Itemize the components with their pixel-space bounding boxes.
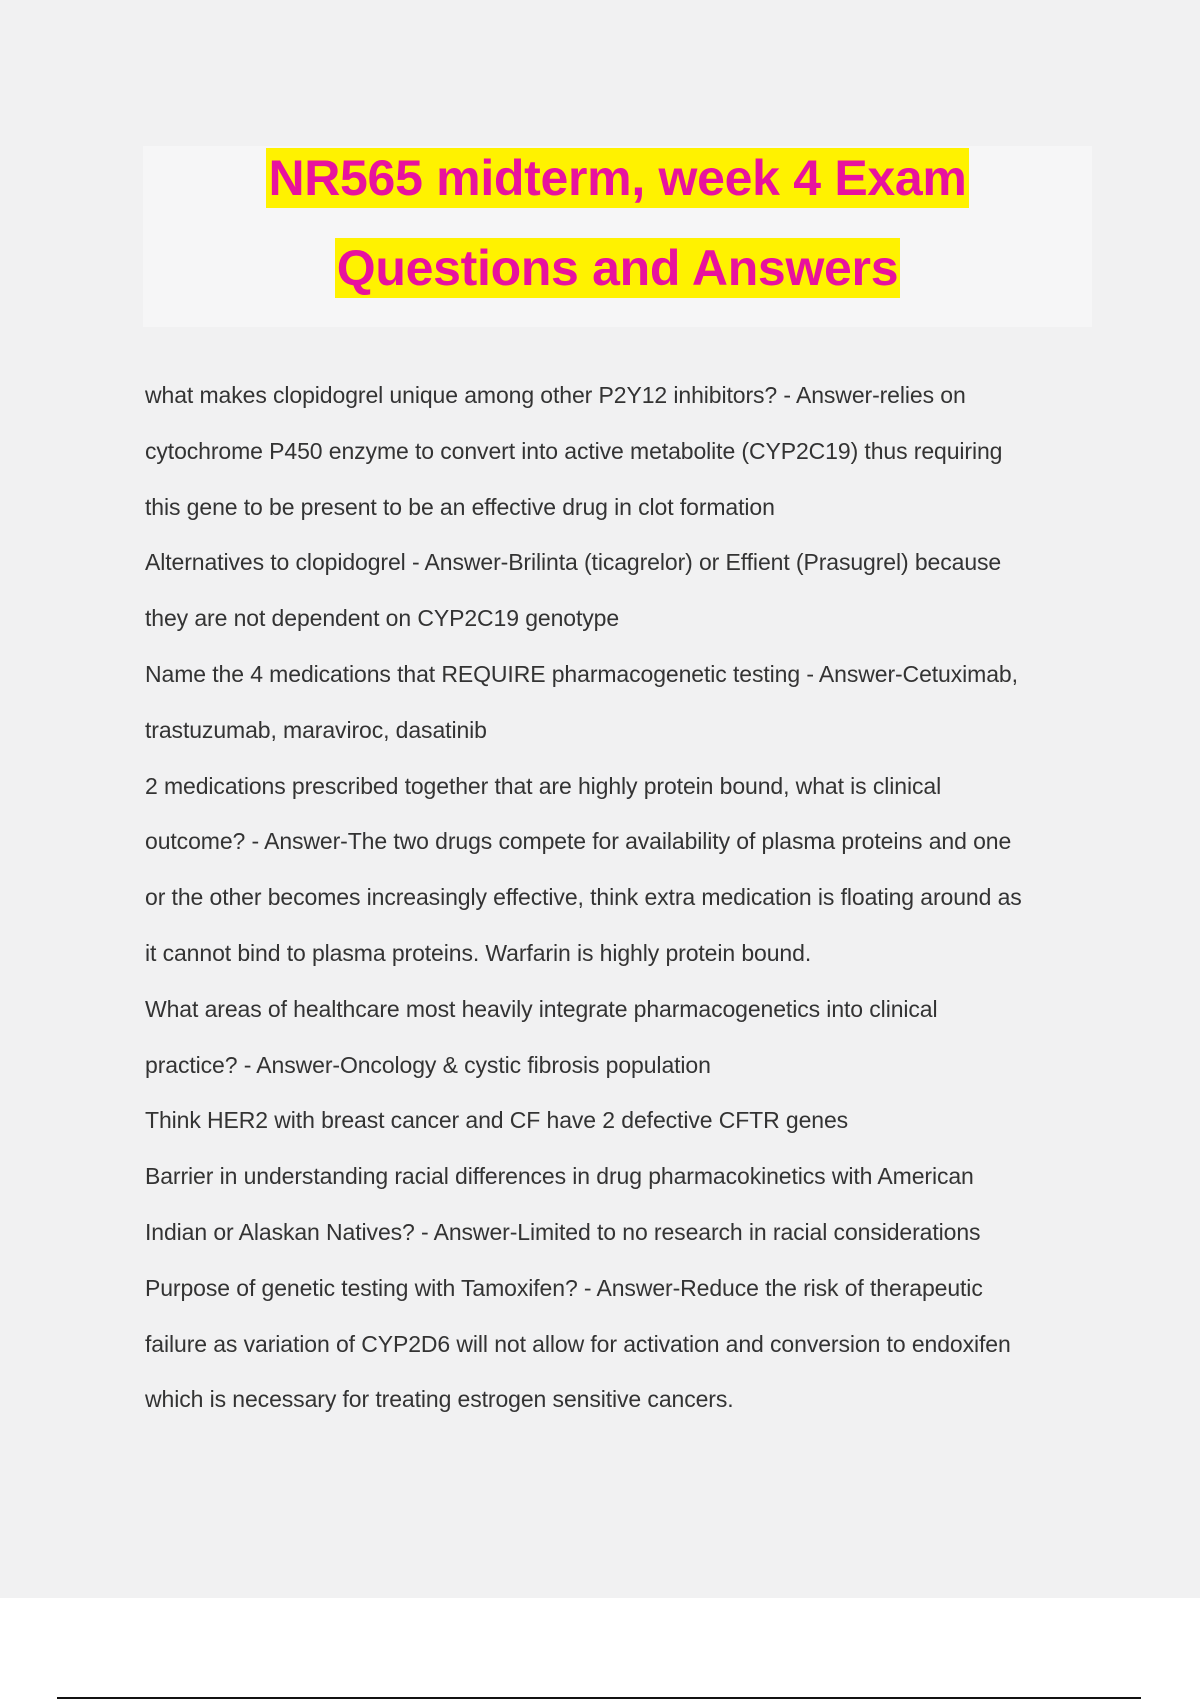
body-line: Barrier in understanding racial differences in drug pharmacokinetics with American (145, 1163, 974, 1190)
body-line: Indian or Alaskan Natives? - Answer-Limited to no research in racial considerations (145, 1218, 981, 1245)
body-line: trastuzumab, maraviroc, dasatinib (145, 716, 487, 743)
document-title-line-1: NR565 midterm, week 4 Exam (268, 150, 967, 206)
body-line: they are not dependent on CYP2C19 genotype (145, 605, 620, 632)
title-box (143, 146, 1092, 327)
title-line-2 (143, 238, 1092, 298)
body-line: failure as variation of CYP2D6 will not allow for activation and conversion to endoxifen (145, 1330, 1011, 1357)
body-line: 2 medications prescribed together that are highly protein bound, what is clinical (145, 772, 942, 799)
body-line: practice? - Answer-Oncology & cystic fibrosis population (145, 1051, 711, 1078)
body-line: or the other becomes increasingly effective, think extra medication is floating around as (145, 884, 1022, 911)
body-line: Name the 4 medications that REQUIRE pharmacogenetic testing - Answer-Cetuximab, (145, 660, 1018, 687)
body-line: Think HER2 with breast cancer and CF have 2 defective CFTR genes (145, 1107, 849, 1134)
body-line: what makes clopidogrel unique among other P2Y12 inhibitors? - Answer-relies on (145, 382, 966, 408)
body-line: this gene to be present to be an effective drug in clot formation (145, 493, 775, 520)
document-title-line-2: Questions and Answers (336, 240, 899, 296)
body-line: Alternatives to clopidogrel - Answer-Brilinta (ticagrelor) or Effient (Prasugrel) because (145, 549, 1002, 576)
body-line: cytochrome P450 enzyme to convert into active metabolite (CYP2C19) thus requiring (145, 437, 1003, 464)
body-line: it cannot bind to plasma proteins. Warfarin is highly protein bound. (145, 939, 812, 966)
qa-body (145, 368, 1095, 1428)
body-line: outcome? - Answer-The two drugs compete for availability of plasma proteins and one (145, 828, 1012, 855)
body-line: Purpose of genetic testing with Tamoxifen? - Answer-Reduce the risk of therapeutic (145, 1274, 983, 1301)
title-line-1 (143, 148, 1092, 208)
body-line: which is necessary for treating estrogen sensitive cancers. (145, 1386, 734, 1413)
body-line: What areas of healthcare most heavily integrate pharmacogenetics into clinical (145, 995, 938, 1022)
footer-divider (57, 1697, 1141, 1699)
